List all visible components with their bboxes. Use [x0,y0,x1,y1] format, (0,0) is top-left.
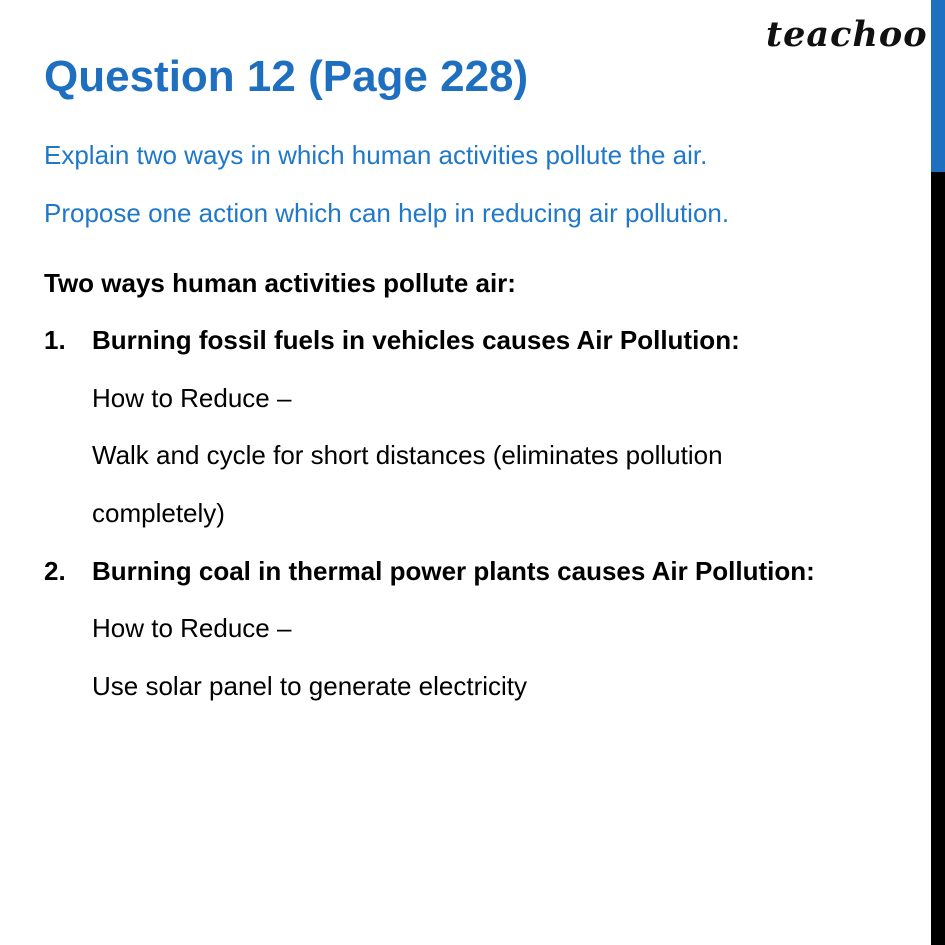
item-1-line-3: completely) [92,498,225,528]
item-2-line-2: Use solar panel to generate electricity [92,671,528,701]
item-1-line-1: How to Reduce – [92,383,292,413]
question-line-1: Explain two ways in which human activities pollute the air. [44,140,708,170]
item-2-line-1: How to Reduce – [92,613,292,643]
item-number-2: 2. [44,556,66,586]
page-title: Question 12 (Page 228) [44,52,529,101]
right-edge-accent [931,0,945,172]
item-number-1: 1. [44,325,66,355]
question-line-2: Propose one action which can help in reducing air pollution. [44,198,730,228]
item-title-2: Burning coal in thermal power plants causes Air Pollution: [92,556,815,586]
teachoo-logo: teachoo [766,14,928,55]
answer-heading: Two ways human activities pollute air: [44,268,516,298]
item-title-1: Burning fossil fuels in vehicles causes Air Pollution: [92,325,740,355]
item-1-line-2: Walk and cycle for short distances (eliminates pollution [92,440,723,470]
